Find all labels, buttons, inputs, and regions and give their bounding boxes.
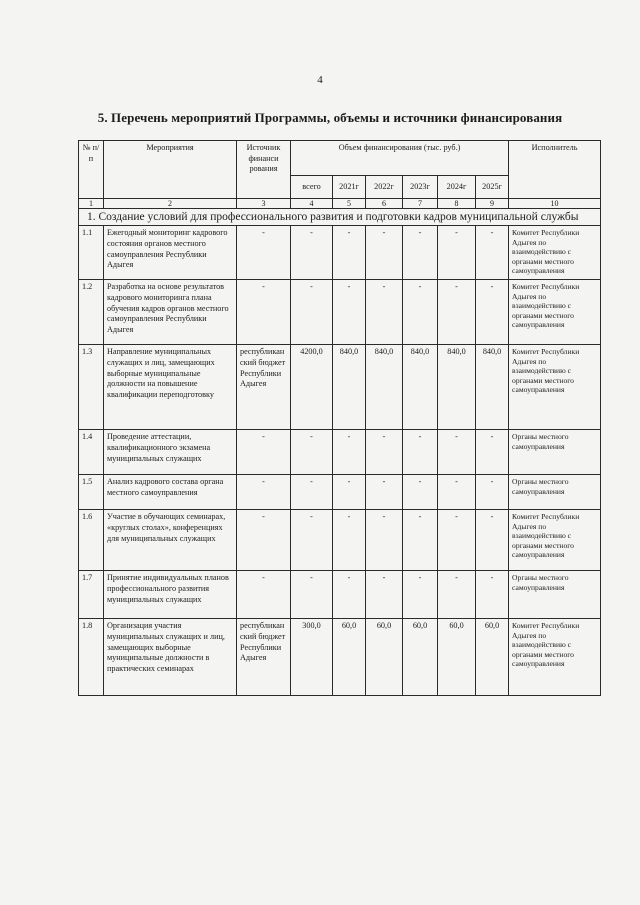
row-number: 1.4: [79, 430, 104, 475]
source-cell: -: [237, 510, 291, 571]
source-cell: -: [237, 430, 291, 475]
value-2024: -: [438, 571, 476, 619]
column-number: 9: [476, 199, 509, 209]
table-row: [79, 510, 601, 571]
value-2023: 840,0: [403, 345, 438, 430]
column-number: 5: [333, 199, 366, 209]
table-row: [79, 280, 601, 345]
value-2025: -: [476, 226, 509, 280]
row-number: 1.1: [79, 226, 104, 280]
executor-cell: Комитет Республики Адыгея по взаимодействию с органами местного самоуправления: [509, 280, 601, 345]
value-2021: -: [333, 280, 366, 345]
header-2025: 2025г: [476, 176, 509, 199]
row-number: 1.3: [79, 345, 104, 430]
measure-cell: Разработка на основе результатов кадрового мониторинга плана обучения кадров органов местного самоуправления Республики Адыгея: [104, 280, 237, 345]
value-2022: -: [366, 510, 403, 571]
row-number: 1.6: [79, 510, 104, 571]
executor-cell: Органы местного самоуправления: [509, 475, 601, 510]
value-2024: -: [438, 510, 476, 571]
executor-cell: Комитет Республики Адыгея по взаимодействию с органами местного самоуправления: [509, 226, 601, 280]
value-2022: -: [366, 571, 403, 619]
table-row: [79, 430, 601, 475]
financing-table: [78, 140, 601, 696]
column-number: 2: [104, 199, 237, 209]
value-total: -: [291, 226, 333, 280]
value-2023: -: [403, 475, 438, 510]
table-row: [79, 475, 601, 510]
value-2025: -: [476, 510, 509, 571]
value-2023: -: [403, 430, 438, 475]
measure-cell: Организация участия муниципальных служащих и лиц, замещающих выборные муниципальные должности в практических семинарах: [104, 619, 237, 696]
value-2021: 60,0: [333, 619, 366, 696]
value-2021: -: [333, 475, 366, 510]
table-row: [79, 571, 601, 619]
column-number: 6: [366, 199, 403, 209]
row-number: 1.8: [79, 619, 104, 696]
source-cell: республиканский бюджет Республики Адыгея: [237, 619, 291, 696]
value-2024: -: [438, 475, 476, 510]
value-total: -: [291, 510, 333, 571]
value-2021: -: [333, 571, 366, 619]
value-2021: -: [333, 430, 366, 475]
source-cell: -: [237, 475, 291, 510]
value-2022: -: [366, 430, 403, 475]
value-2023: 60,0: [403, 619, 438, 696]
value-2024: -: [438, 226, 476, 280]
page-number: 4: [317, 74, 323, 86]
section-heading: 5. Перечень мероприятий Программы, объемы и источники финансирования: [97, 110, 563, 125]
measure-cell: Направление муниципальных служащих и лиц, замещающих выборные муниципальные должности на повышение квалификации переподготовку: [104, 345, 237, 430]
value-2023: -: [403, 226, 438, 280]
executor-cell: Комитет Республики Адыгея по взаимодействию с органами местного самоуправления: [509, 619, 601, 696]
value-2022: 840,0: [366, 345, 403, 430]
column-number: 4: [291, 199, 333, 209]
value-2025: -: [476, 571, 509, 619]
value-2025: -: [476, 430, 509, 475]
header-2021: 2021г: [333, 176, 366, 199]
header-volume: Объем финансирования (тыс. руб.): [291, 141, 509, 176]
value-2025: 840,0: [476, 345, 509, 430]
value-2023: -: [403, 510, 438, 571]
measure-cell: Принятие индивидуальных планов профессионального развития муниципальных служащих: [104, 571, 237, 619]
value-2024: 840,0: [438, 345, 476, 430]
value-2024: -: [438, 430, 476, 475]
section-title: 1. Создание условий для профессионального развития и подготовки кадров муниципальной службы: [79, 209, 601, 226]
header-num: № п/п: [79, 141, 104, 199]
header-source: Источник финанси рования: [237, 141, 291, 199]
value-total: -: [291, 475, 333, 510]
column-number: 7: [403, 199, 438, 209]
executor-cell: Комитет Республики Адыгея по взаимодействию с органами местного самоуправления: [509, 345, 601, 430]
executor-cell: Комитет Республики Адыгея по взаимодействию с органами местного самоуправления: [509, 510, 601, 571]
value-2025: -: [476, 280, 509, 345]
value-2022: -: [366, 226, 403, 280]
row-number: 1.5: [79, 475, 104, 510]
value-total: -: [291, 280, 333, 345]
header-2023: 2023г: [403, 176, 438, 199]
header-row: [79, 141, 601, 176]
measure-cell: Ежегодный мониторинг кадрового состояния органов местного самоуправления Республики Адыгея: [104, 226, 237, 280]
value-total: -: [291, 571, 333, 619]
source-cell: республиканский бюджет Республики Адыгея: [237, 345, 291, 430]
column-number: 10: [509, 199, 601, 209]
value-total: -: [291, 430, 333, 475]
value-2021: 840,0: [333, 345, 366, 430]
source-cell: -: [237, 280, 291, 345]
measure-cell: Анализ кадрового состава органа местного самоуправления: [104, 475, 237, 510]
value-2023: -: [403, 571, 438, 619]
table-row: [79, 345, 601, 430]
header-total: всего: [291, 176, 333, 199]
measure-cell: Участие в обучающих семинарах, «круглых столах», конференциях для муниципальных служащих: [104, 510, 237, 571]
header-executor: Исполнитель: [509, 141, 601, 199]
header-2022: 2022г: [366, 176, 403, 199]
header-2024: 2024г: [438, 176, 476, 199]
measure-cell: Проведение аттестации, квалификационного экзамена муниципальных служащих: [104, 430, 237, 475]
table-row: [79, 619, 601, 696]
value-2022: -: [366, 280, 403, 345]
value-2025: -: [476, 475, 509, 510]
value-2023: -: [403, 280, 438, 345]
value-2022: -: [366, 475, 403, 510]
section-row: [79, 209, 601, 226]
column-number-row: [79, 199, 601, 209]
value-2025: 60,0: [476, 619, 509, 696]
source-cell: -: [237, 226, 291, 280]
value-2024: -: [438, 280, 476, 345]
row-number: 1.2: [79, 280, 104, 345]
executor-cell: Органы местного самоуправления: [509, 571, 601, 619]
value-2021: -: [333, 226, 366, 280]
row-number: 1.7: [79, 571, 104, 619]
source-cell: -: [237, 571, 291, 619]
value-2021: -: [333, 510, 366, 571]
table-row: [79, 226, 601, 280]
value-2024: 60,0: [438, 619, 476, 696]
executor-cell: Органы местного самоуправления: [509, 430, 601, 475]
header-measure: Мероприятия: [104, 141, 237, 199]
value-2022: 60,0: [366, 619, 403, 696]
value-total: 4200,0: [291, 345, 333, 430]
value-total: 300,0: [291, 619, 333, 696]
column-number: 1: [79, 199, 104, 209]
column-number: 8: [438, 199, 476, 209]
column-number: 3: [237, 199, 291, 209]
